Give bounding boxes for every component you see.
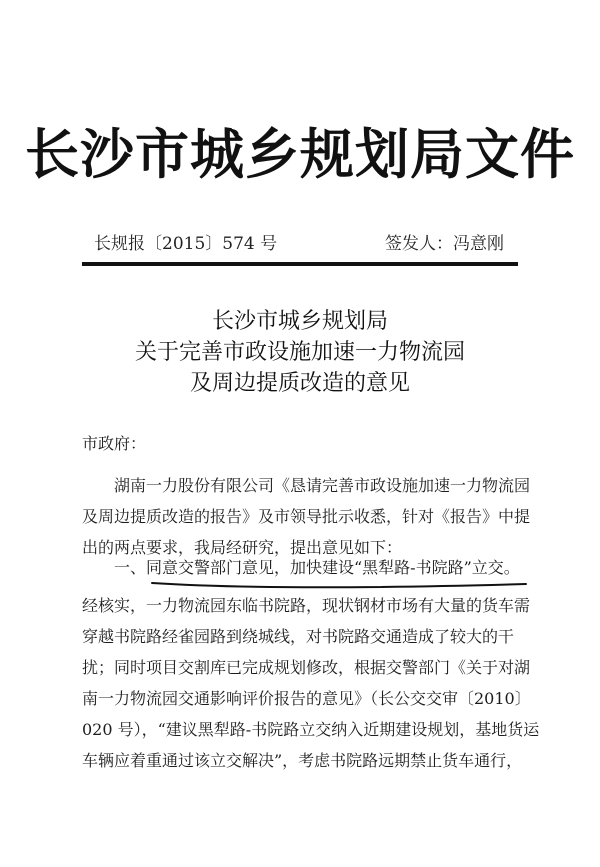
title-line-3: 及周边提质改造的意见 (189, 371, 410, 396)
body-line: 车辆应着重通过该立交解决”，考虑书院路远期禁止货车通行， (82, 751, 523, 770)
document-title (0, 306, 600, 399)
body-line: 出的两点要求，我局经研究，提出意见如下： (82, 538, 403, 557)
salutation: 市政府： (82, 434, 147, 453)
body-line: 湖南一力股份有限公司《恳请完善市政设施加速一力物流园 (114, 476, 531, 495)
body-line: 及周边提质改造的报告》及市领导批示收悉，针对《报告》中提 (82, 507, 531, 526)
agency-title: 长沙市城乡规划局文件 (25, 123, 575, 186)
body-line-highlighted: 一、同意交警部门意见，加快建设“黑犁路-书院路”立交。 (114, 558, 520, 577)
body-line: 扰；同时项目交割库已完成规划修改，根据交警部门《关于对湖 (82, 658, 531, 677)
body-line: 020 号），“建议黑犁路-书院路立交纳入近期建设规划，基地货运 (82, 720, 540, 739)
document-number: 长规报〔2015〕574 号 (94, 234, 278, 254)
body-line: 经核实，一力物流园东临书院路，现状钢材市场有大量的货车需 (82, 596, 531, 615)
body-line: 穿越书院路经雀园路到绕城线，对书院路交通造成了较大的干 (82, 627, 515, 646)
body-line: 南一力物流园交通影响评价报告的意见》（长公交交审〔2010〕 (82, 689, 531, 708)
header-divider (82, 262, 518, 266)
title-line-2: 关于完善市政设施加速一力物流园 (134, 340, 465, 365)
signer: 签发人：冯意刚 (385, 234, 504, 254)
title-line-1: 长沙市城乡规划局 (211, 309, 388, 334)
